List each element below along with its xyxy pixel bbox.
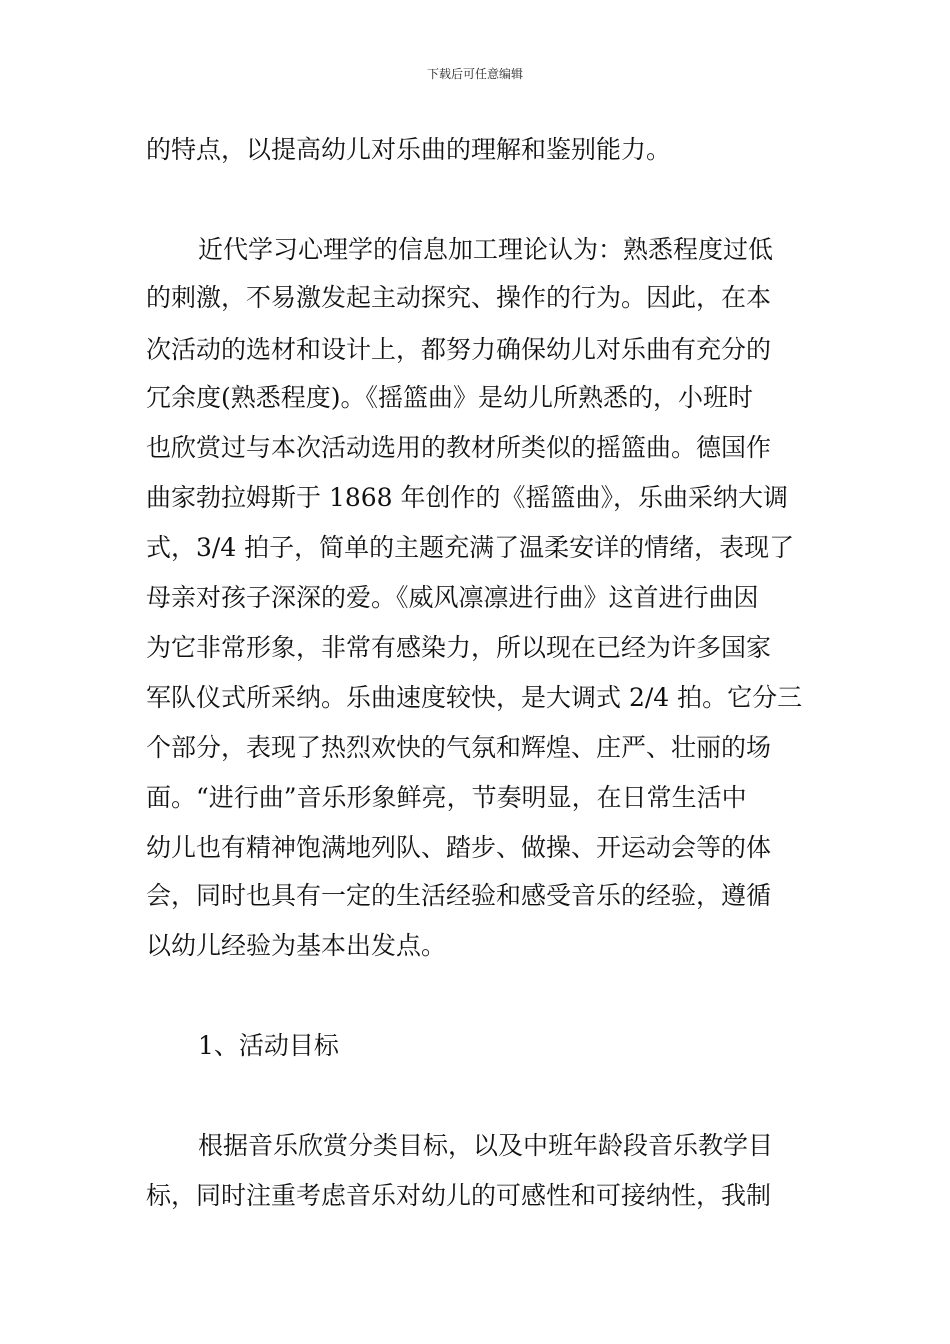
paragraph-line: 以幼儿经验为基本出发点。	[146, 931, 447, 960]
paragraph-line: 的特点，以提高幼儿对乐曲的理解和鉴别能力。	[146, 135, 672, 164]
page-header: 下载后可任意编辑	[426, 67, 523, 81]
paragraph-line: 的刺激，不易激发起主动探究、操作的行为。因此，在本	[146, 283, 772, 312]
paragraph-line: 曲家勃拉姆斯于 1868 年创作的《摇篮曲》，乐曲采纳大调	[146, 483, 789, 512]
paragraph-line: 式，3/4 拍子，简单的主题充满了温柔安详的情绪，表现了	[146, 533, 795, 562]
paragraph-line: 军队仪式所采纳。乐曲速度较快，是大调式 2/4 拍。它分三	[146, 683, 803, 712]
section-heading: 1、活动目标	[198, 1031, 339, 1060]
paragraph-line: 母亲对孩子深深的爱。《威风凛凛进行曲》这首进行曲因	[146, 583, 759, 612]
paragraph-line: 冗余度(熟悉程度)。《摇篮曲》是幼儿所熟悉的，小班时	[146, 383, 754, 412]
paragraph-line: 个部分，表现了热烈欢快的气氛和辉煌、庄严、壮丽的场	[146, 733, 772, 762]
paragraph-line: 为它非常形象，非常有感染力，所以现在已经为许多国家	[146, 633, 772, 662]
paragraph-line: 会，同时也具有一定的生活经验和感受音乐的经验，遵循	[146, 881, 772, 910]
paragraph-line: 标，同时注重考虑音乐对幼儿的可感性和可接纳性，我制	[146, 1181, 772, 1210]
paragraph-line: 根据音乐欣赏分类目标，以及中班年龄段音乐教学目	[198, 1131, 774, 1160]
paragraph-line: 幼儿也有精神饱满地列队、踏步、做操、开运动会等的体	[146, 833, 772, 862]
paragraph-line: 面。“进行曲”音乐形象鲜亮，节奏明显，在日常生活中	[146, 783, 747, 812]
paragraph-line: 也欣赏过与本次活动选用的教材所类似的摇篮曲。德国作	[146, 433, 772, 462]
paragraph-line: 次活动的选材和设计上，都努力确保幼儿对乐曲有充分的	[146, 335, 772, 364]
paragraph-line: 近代学习心理学的信息加工理论认为：熟悉程度过低	[198, 235, 774, 264]
